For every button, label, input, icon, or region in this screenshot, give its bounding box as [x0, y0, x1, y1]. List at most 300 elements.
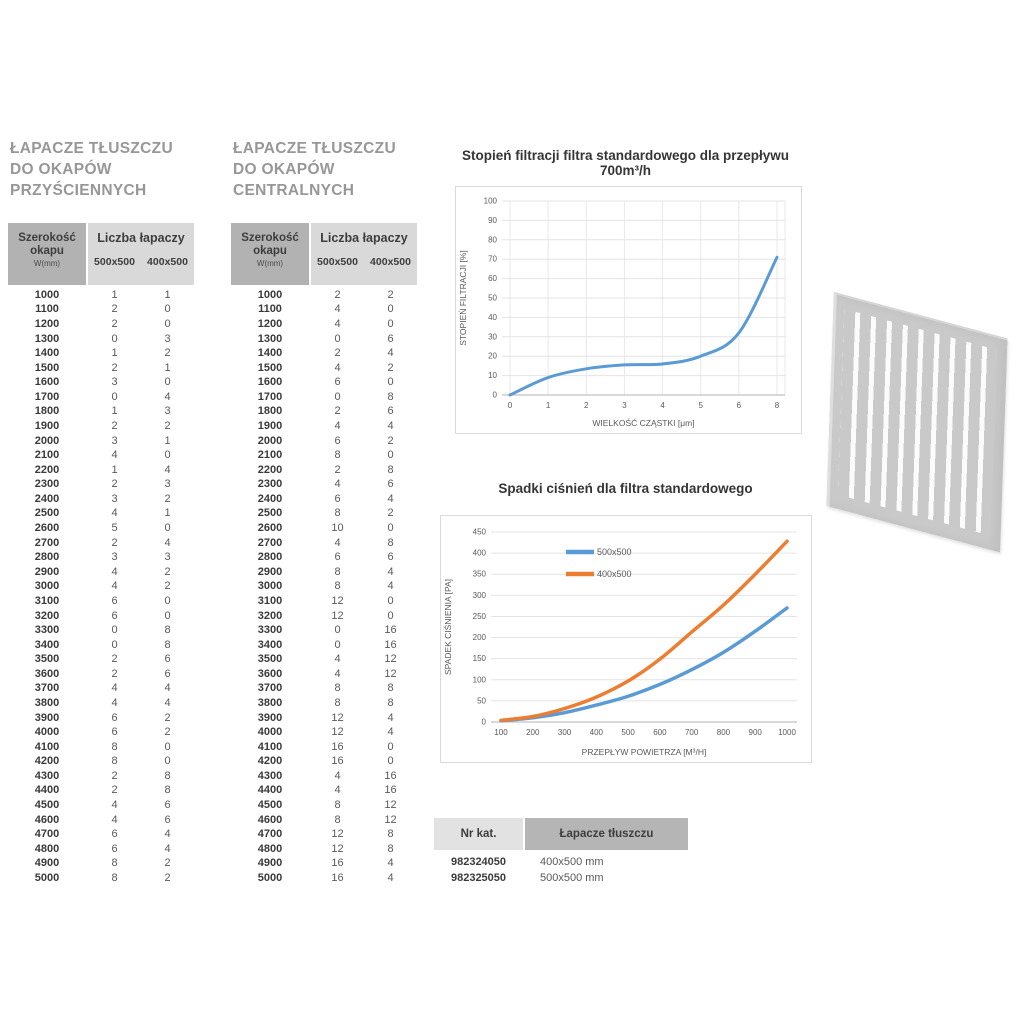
- svg-text:300: 300: [557, 728, 572, 737]
- cell: 4: [334, 478, 341, 491]
- cell: 8: [111, 740, 118, 753]
- cell: 1: [111, 463, 118, 476]
- cell: 4500: [257, 799, 283, 812]
- cell: 8: [334, 565, 341, 578]
- table-row: [8, 667, 194, 682]
- table-row: [8, 346, 194, 361]
- cell: 8: [334, 682, 341, 695]
- cell: 4: [334, 536, 341, 549]
- cell: 3800: [34, 696, 60, 709]
- table-row: [231, 609, 417, 624]
- cell: 2900: [34, 565, 60, 578]
- filter-slats: [838, 309, 997, 536]
- table-row: [231, 725, 417, 740]
- cell: 4500: [34, 799, 60, 812]
- cell: 6: [111, 726, 118, 739]
- cell: 5000: [34, 871, 60, 884]
- cell: 2: [111, 361, 118, 374]
- header-size-500x500: 500x500: [94, 256, 135, 268]
- cell: 8: [111, 857, 118, 870]
- cell: 3700: [257, 682, 283, 695]
- header-unit: W(mm): [33, 259, 61, 268]
- cell: 4: [387, 419, 394, 432]
- cell: 0: [387, 376, 394, 389]
- cell: 3700: [34, 682, 60, 695]
- cell: 4300: [257, 769, 283, 782]
- svg-text:50: 50: [477, 696, 486, 706]
- cell: 8: [334, 799, 341, 812]
- svg-text:400: 400: [472, 548, 486, 558]
- cell: 1300: [257, 332, 283, 345]
- cell: 4200: [34, 755, 60, 768]
- svg-text:400: 400: [589, 728, 604, 737]
- header-size-400x500: 400x500: [370, 256, 411, 268]
- table-row: [8, 390, 194, 405]
- cell: 4000: [257, 726, 283, 739]
- cell: 3100: [34, 594, 60, 607]
- cell: 8: [164, 784, 171, 797]
- cell: 500x500 mm: [540, 871, 604, 884]
- cell: 400x500 mm: [540, 856, 604, 869]
- table-row: [231, 594, 417, 609]
- table-row: [8, 536, 194, 551]
- cell: 2: [164, 580, 171, 593]
- title-line: ŁAPACZE TŁUSZCZU: [233, 140, 396, 157]
- pressure-chart-title: Spadki ciśnień dla filtra standardowego: [498, 481, 753, 496]
- cell: 4: [164, 696, 171, 709]
- cell: 4600: [34, 813, 60, 826]
- table-row: [231, 288, 417, 303]
- cell: 6: [387, 478, 394, 491]
- cell: 6: [334, 492, 341, 505]
- svg-text:STOPIEŃ FILTRACJI [%]: STOPIEŃ FILTRACJI [%]: [458, 250, 468, 346]
- cell: 2: [164, 492, 171, 505]
- cell: 16: [384, 638, 397, 651]
- table-row: [8, 857, 194, 872]
- svg-text:60: 60: [488, 274, 497, 284]
- table-title-wall-hoods: [10, 138, 220, 201]
- cell: 4: [164, 828, 171, 841]
- header-label: Szerokość okapu: [18, 232, 76, 257]
- cell: 4900: [34, 857, 60, 870]
- cell: 3200: [34, 609, 60, 622]
- cell: 4100: [34, 740, 60, 753]
- cell: 2: [164, 419, 171, 432]
- table-row: [231, 361, 417, 376]
- cell: 6: [111, 828, 118, 841]
- table-row: [434, 855, 686, 871]
- cell: 8: [387, 463, 394, 476]
- table-row: [8, 871, 194, 886]
- cell: 2: [111, 536, 118, 549]
- table-row: [8, 652, 194, 667]
- cell: 0: [164, 522, 171, 535]
- table-body: [231, 288, 417, 886]
- cell: 4: [387, 857, 394, 870]
- cell: 2: [164, 565, 171, 578]
- table-row: [8, 332, 194, 347]
- cell: 3400: [257, 638, 283, 651]
- cell: 1500: [257, 361, 283, 374]
- cell: 12: [331, 609, 344, 622]
- column-header-catcher-count: [311, 223, 417, 285]
- pressure-drop-chart: [440, 515, 812, 763]
- table-row: [231, 798, 417, 813]
- table-row: [231, 521, 417, 536]
- cell: 5: [111, 522, 118, 535]
- catalog-header-lapacze-tluszczu: Łapacze tłuszczu: [525, 818, 688, 850]
- table-row: [231, 303, 417, 318]
- cell: 3500: [257, 653, 283, 666]
- cell: 1900: [34, 419, 60, 432]
- cell: 1800: [257, 405, 283, 418]
- cell: 6: [334, 376, 341, 389]
- cell: 2400: [34, 492, 60, 505]
- svg-text:SPADEK CIŚNIENIA [PA]: SPADEK CIŚNIENIA [PA]: [443, 578, 453, 676]
- cell: 1700: [257, 390, 283, 403]
- cell: 2600: [34, 522, 60, 535]
- cell: 8: [164, 624, 171, 637]
- cell: 2: [164, 711, 171, 724]
- cell: 8: [164, 638, 171, 651]
- cell: 2: [334, 405, 341, 418]
- cell: 4: [334, 303, 341, 316]
- cell: 8: [334, 696, 341, 709]
- cell: 8: [387, 696, 394, 709]
- table-row: [231, 463, 417, 478]
- cell: 1: [164, 288, 171, 301]
- table-row: [231, 434, 417, 449]
- cell: 4: [164, 842, 171, 855]
- svg-text:3: 3: [622, 401, 627, 410]
- svg-text:2: 2: [584, 401, 589, 410]
- svg-text:150: 150: [472, 654, 486, 664]
- cell: 1: [111, 288, 118, 301]
- cell: 4: [387, 347, 394, 360]
- table-row: [231, 769, 417, 784]
- cell: 4: [334, 361, 341, 374]
- title-line: CENTRALNYCH: [233, 182, 355, 199]
- svg-text:700: 700: [684, 728, 699, 737]
- table-row: [8, 434, 194, 449]
- table-row: [8, 521, 194, 536]
- cell: 2100: [34, 449, 60, 462]
- svg-text:100: 100: [483, 196, 497, 206]
- cell: 6: [164, 813, 171, 826]
- cell: 4: [164, 463, 171, 476]
- cell: 3400: [34, 638, 60, 651]
- cell: 4: [387, 565, 394, 578]
- table-row: [8, 769, 194, 784]
- table-row: [231, 419, 417, 434]
- cell: 12: [331, 726, 344, 739]
- cell: 2: [164, 871, 171, 884]
- cell: 0: [111, 390, 118, 403]
- svg-text:50: 50: [488, 293, 497, 303]
- table-row: [8, 682, 194, 697]
- cell: 1100: [258, 303, 282, 316]
- table-row: [231, 317, 417, 332]
- cell: 3300: [257, 624, 283, 637]
- cell: 8: [334, 507, 341, 520]
- cell: 3: [164, 551, 171, 564]
- cell: 4400: [34, 784, 60, 797]
- cell: 3200: [257, 609, 283, 622]
- column-header-hood-width: [8, 223, 86, 285]
- cell: 4: [111, 813, 118, 826]
- table-row: [231, 492, 417, 507]
- cell: 8: [387, 682, 394, 695]
- cell: 6: [334, 434, 341, 447]
- cell: 3: [111, 492, 118, 505]
- cell: 12: [331, 842, 344, 855]
- table-row: [8, 405, 194, 420]
- cell: 12: [384, 813, 397, 826]
- svg-text:200: 200: [526, 728, 540, 737]
- header-size-400x500: 400x500: [147, 256, 188, 268]
- cell: 3600: [257, 667, 283, 680]
- title-line: PRZYŚCIENNYCH: [10, 182, 147, 199]
- table-row: [231, 740, 417, 755]
- svg-text:30: 30: [488, 332, 497, 342]
- table-row: [434, 871, 686, 887]
- cell: 4: [111, 696, 118, 709]
- cell: 4400: [257, 784, 283, 797]
- cell: 6: [111, 609, 118, 622]
- cell: 1600: [257, 376, 283, 389]
- table-body: [8, 288, 194, 886]
- cell: 12: [331, 828, 344, 841]
- cell: 3: [111, 376, 118, 389]
- cell: 6: [387, 332, 394, 345]
- cell: 0: [387, 522, 394, 535]
- cell: 16: [331, 871, 344, 884]
- cell: 4: [387, 580, 394, 593]
- table-row: [231, 755, 417, 770]
- header-size-500x500: 500x500: [317, 256, 358, 268]
- svg-text:4: 4: [660, 401, 665, 410]
- cell: 0: [164, 376, 171, 389]
- cell: 1200: [34, 317, 60, 330]
- table-row: [8, 448, 194, 463]
- svg-text:70: 70: [488, 254, 497, 264]
- cell: 4: [334, 784, 341, 797]
- cell: 0: [164, 303, 171, 316]
- cell: 0: [387, 609, 394, 622]
- title-line: DO OKAPÓW: [233, 161, 335, 178]
- table-row: [8, 478, 194, 493]
- cell: 4600: [257, 813, 283, 826]
- cell: 1400: [257, 347, 283, 360]
- table-row: [8, 609, 194, 624]
- cell: 16: [384, 624, 397, 637]
- table-row: [8, 580, 194, 595]
- cell: 16: [384, 769, 397, 782]
- table-row: [231, 682, 417, 697]
- cell: 4200: [257, 755, 283, 768]
- header-group-label: Liczba łapaczy: [97, 231, 185, 245]
- cell: 2300: [34, 478, 60, 491]
- table-row: [231, 857, 417, 872]
- cell: 2900: [257, 565, 283, 578]
- cell: 4: [164, 390, 171, 403]
- svg-text:0: 0: [507, 401, 513, 410]
- cell: 6: [387, 551, 394, 564]
- cell: 2500: [257, 507, 283, 520]
- svg-text:0: 0: [481, 717, 486, 727]
- cell: 8: [334, 813, 341, 826]
- table-row: [8, 813, 194, 828]
- table-row: [231, 346, 417, 361]
- cell: 2500: [34, 507, 60, 520]
- cell: 6: [111, 842, 118, 855]
- svg-text:20: 20: [488, 351, 497, 361]
- cell: 2: [334, 288, 341, 301]
- cell: 2: [111, 478, 118, 491]
- column-header-catcher-count: [88, 223, 194, 285]
- cell: 0: [387, 740, 394, 753]
- table-row: [231, 405, 417, 420]
- table-row: [8, 507, 194, 522]
- cell: 2: [334, 463, 341, 476]
- svg-text:1: 1: [545, 401, 551, 410]
- table-row: [8, 303, 194, 318]
- cell: 0: [334, 332, 341, 345]
- header-group-label: Liczba łapaczy: [320, 231, 408, 245]
- cell: 3900: [257, 711, 283, 724]
- cell: 6: [164, 653, 171, 666]
- cell: 2: [111, 419, 118, 432]
- title-line: ŁAPACZE TŁUSZCZU: [10, 140, 173, 157]
- cell: 2: [111, 317, 118, 330]
- table-row: [231, 390, 417, 405]
- cell: 982324050: [450, 856, 507, 869]
- table-row: [231, 784, 417, 799]
- cell: 2700: [34, 536, 60, 549]
- cell: 12: [384, 653, 397, 666]
- cell: 3500: [34, 653, 60, 666]
- filtration-chart: [455, 186, 802, 434]
- cell: 2: [387, 507, 394, 520]
- svg-text:400x500: 400x500: [597, 569, 632, 579]
- cell: 3: [164, 405, 171, 418]
- cell: 982325050: [450, 871, 507, 884]
- table-row: [231, 565, 417, 580]
- cell: 4: [334, 419, 341, 432]
- cell: 0: [111, 638, 118, 651]
- cell: 2: [111, 769, 118, 782]
- cell: 3000: [34, 580, 60, 593]
- catalog-header-nr-kat: Nr kat.: [434, 818, 523, 850]
- svg-text:10: 10: [488, 371, 497, 381]
- cell: 2: [387, 288, 394, 301]
- svg-text:300: 300: [472, 590, 486, 600]
- svg-text:100: 100: [494, 728, 508, 737]
- table-row: [8, 375, 194, 390]
- cell: 4800: [34, 842, 60, 855]
- cell: 4: [387, 711, 394, 724]
- cell: 2: [164, 347, 171, 360]
- table-row: [8, 565, 194, 580]
- cell: 16: [331, 857, 344, 870]
- cell: 4100: [257, 740, 283, 753]
- cell: 4: [164, 536, 171, 549]
- table-row: [231, 375, 417, 390]
- svg-text:80: 80: [488, 235, 497, 245]
- cell: 0: [164, 609, 171, 622]
- cell: 0: [334, 624, 341, 637]
- table-row: [231, 711, 417, 726]
- cell: 1: [111, 405, 118, 418]
- cell: 0: [164, 317, 171, 330]
- table-row: [231, 696, 417, 711]
- table-row: [231, 827, 417, 842]
- cell: 2300: [257, 478, 283, 491]
- cell: 6: [334, 551, 341, 564]
- cell: 12: [384, 799, 397, 812]
- cell: 2200: [257, 463, 283, 476]
- cell: 0: [164, 740, 171, 753]
- cell: 2200: [34, 463, 60, 476]
- header-label: Szerokość okapu: [241, 232, 299, 257]
- cell: 2: [387, 434, 394, 447]
- cell: 6: [164, 799, 171, 812]
- cell: 4: [387, 726, 394, 739]
- svg-text:250: 250: [472, 611, 486, 621]
- cell: 4700: [34, 828, 60, 841]
- cell: 4: [334, 769, 341, 782]
- table-row: [8, 623, 194, 638]
- table-row: [231, 448, 417, 463]
- svg-text:200: 200: [472, 633, 486, 643]
- cell: 4: [111, 449, 118, 462]
- table-row: [8, 317, 194, 332]
- svg-text:1000: 1000: [778, 728, 796, 737]
- cell: 4: [334, 667, 341, 680]
- cell: 2: [387, 361, 394, 374]
- header-unit: W(mm): [256, 259, 284, 268]
- svg-text:90: 90: [488, 215, 497, 225]
- table-row: [8, 755, 194, 770]
- cell: 6: [387, 405, 394, 418]
- table-row: [8, 696, 194, 711]
- cell: 8: [111, 755, 118, 768]
- cell: 8: [334, 580, 341, 593]
- cell: 12: [384, 667, 397, 680]
- cell: 1000: [34, 288, 60, 301]
- cell: 4300: [34, 769, 60, 782]
- svg-text:5: 5: [698, 401, 703, 410]
- cell: 8: [334, 449, 341, 462]
- cell: 1: [164, 507, 171, 520]
- cell: 1800: [34, 405, 60, 418]
- table-row: [8, 638, 194, 653]
- cell: 3100: [257, 594, 283, 607]
- table-row: [231, 842, 417, 857]
- cell: 3800: [257, 696, 283, 709]
- cell: 8: [387, 842, 394, 855]
- table-row: [8, 419, 194, 434]
- cell: 8: [387, 536, 394, 549]
- cell: 2400: [257, 492, 283, 505]
- table-row: [8, 550, 194, 565]
- cell: 4: [111, 565, 118, 578]
- cell: 6: [164, 667, 171, 680]
- cell: 16: [331, 755, 344, 768]
- cell: 6: [111, 594, 118, 607]
- svg-text:900: 900: [748, 728, 762, 737]
- cell: 2: [334, 347, 341, 360]
